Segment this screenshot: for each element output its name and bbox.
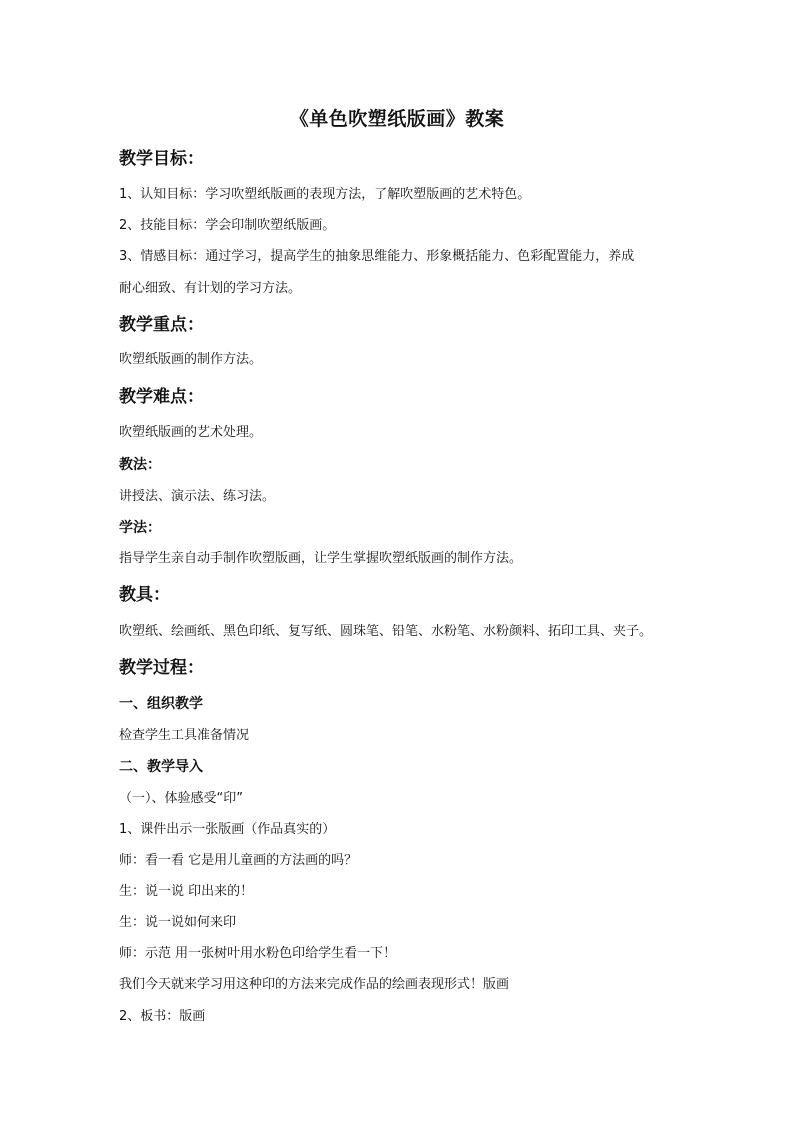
section-intro-heading: 二、教学导入: [119, 759, 203, 775]
objective-item-3: 3、情感目标：通过学习，提高学生的抽象思维能力、形象概括能力、色彩配置能力，养成: [119, 249, 635, 264]
difficulty-text: 吹塑纸版画的艺术处理。: [119, 425, 263, 440]
intro-line-6: 师：示范 用一张树叶用水粉色印给学生看一下！: [119, 946, 397, 961]
document-title: 《单色吹塑纸版画》教案: [289, 108, 505, 130]
intro-line-2: 1、课件出示一张版画（作品真实的）: [119, 822, 336, 837]
intro-line-1: （一）、体验感受“印”: [119, 791, 243, 806]
objective-item-1: 1、认知目标：学习吹塑纸版画的表现方法，了解吹塑版画的艺术特色。: [119, 187, 531, 202]
objective-item-2: 2、技能目标：学会印制吹塑纸版画。: [119, 218, 336, 233]
objectives-heading: 教学目标：: [119, 149, 204, 169]
section-organize-heading: 一、组织教学: [119, 696, 203, 712]
teaching-method-text: 讲授法、演示法、练习法。: [119, 489, 276, 504]
difficulty-heading: 教学难点：: [119, 387, 204, 407]
key-point-heading: 教学重点：: [119, 315, 204, 335]
key-point-text: 吹塑纸版画的制作方法。: [119, 352, 263, 367]
objective-item-3-continued: 耐心细致、有计划的学习方法。: [119, 281, 302, 296]
teaching-method-heading: 教法：: [119, 457, 161, 473]
learning-method-heading: 学法：: [119, 520, 161, 536]
intro-line-3: 师：看一看 它是用儿童画的方法画的吗？: [119, 853, 358, 868]
tools-text: 吹塑纸、绘画纸、黑色印纸、复写纸、圆珠笔、铅笔、水粉笔、水粉颜料、拓印工具、夹子。: [119, 624, 653, 639]
intro-line-4: 生：说一说 印出来的！: [119, 884, 254, 899]
intro-line-8: 2、板书：版画: [119, 1009, 206, 1024]
intro-line-5: 生：说一说如何来印: [119, 915, 237, 930]
tools-heading: 教具：: [119, 585, 170, 605]
learning-method-text: 指导学生亲自动手制作吹塑版画，让学生掌握吹塑纸版画的制作方法。: [119, 551, 523, 566]
process-heading: 教学过程：: [119, 658, 204, 678]
section-organize-text: 检查学生工具准备情况: [119, 728, 250, 743]
intro-line-7: 我们今天就来学习用这种印的方法来完成作品的绘画表现形式！版画: [119, 977, 510, 992]
